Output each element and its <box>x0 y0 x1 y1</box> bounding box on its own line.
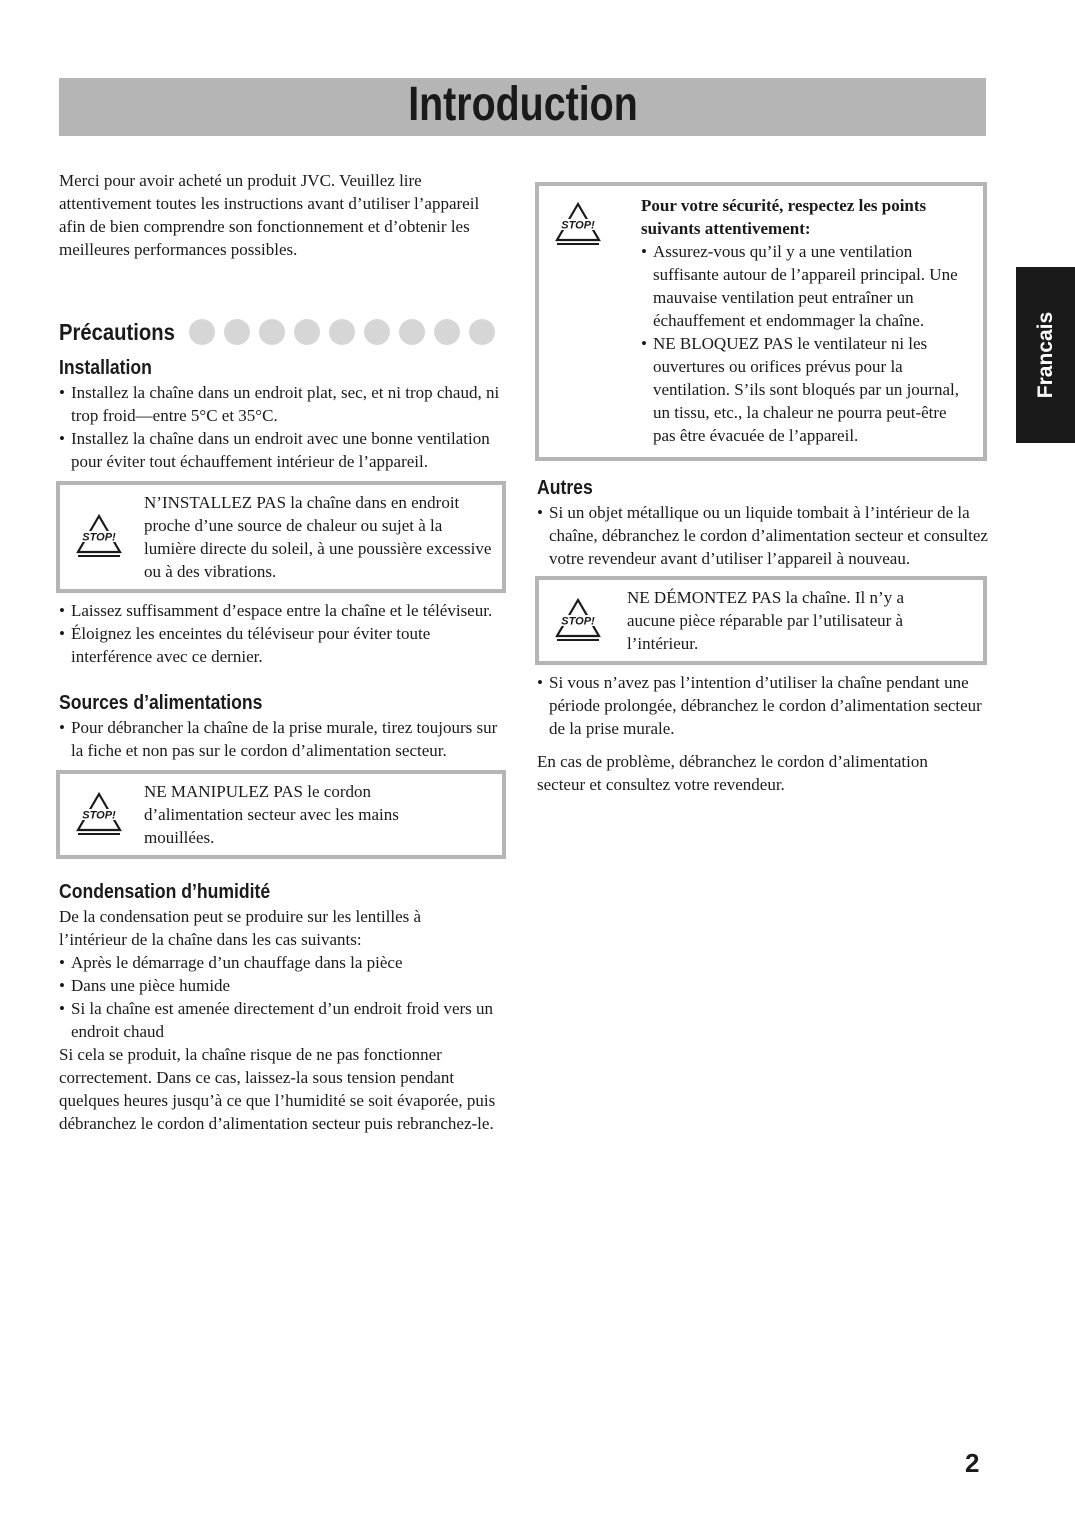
installation-list-after <box>59 599 511 668</box>
heading-dots <box>189 319 495 345</box>
list-item: • Assurez-vous qu’il y a une ventilation suffisante autour de l’appareil principal. Une mauvaise ventilation peut entraîner un échauffement et endommager la chaîne. <box>641 240 971 332</box>
warning-box-installation <box>56 481 506 593</box>
title-bar <box>59 78 986 136</box>
intro-paragraph: Merci pour avoir acheté un produit JVC. Veuillez lire attentivement toutes les instructions avant d’utiliser l’appareil afin de bien comprendre son fonctionnement et d’obtenir les meilleures performances possibles. <box>59 171 480 259</box>
list-item: • Installez la chaîne dans un endroit avec une bonne ventilation pour éviter tout échauffement intérieur de l’appareil. <box>59 427 511 473</box>
list-item: • Après le démarrage d’un chauffage dans la pièce <box>59 951 511 974</box>
list-item: • Pour débrancher la chaîne de la prise murale, tirez toujours sur la fiche et non pas sur le cordon d’alimentation secteur. <box>59 716 511 762</box>
left-column <box>59 169 511 1135</box>
sources-heading <box>59 690 511 716</box>
list-item: • NE BLOQUEZ PAS le ventilateur ni les ouvertures ou orifices prévus pour la ventilation. S’ils sont bloqués par un journal, un tissu, etc., la chaleur ne pourra peut-être pas être évacuée de l’appareil. <box>641 332 971 447</box>
decorative-dot <box>364 319 390 345</box>
decorative-dot <box>329 319 355 345</box>
stop-icon <box>553 596 603 646</box>
page-title: Introduction <box>407 78 638 131</box>
stop-icon <box>74 512 124 562</box>
language-tab-label: Francais <box>1033 311 1057 399</box>
list-item: • Si la chaîne est amenée directement d’un endroit froid vers un endroit chaud <box>59 997 511 1043</box>
stop-icon <box>74 790 124 840</box>
precautions-heading-label: Précautions <box>59 318 175 345</box>
warning-text: NE DÉMONTEZ PAS la chaîne. Il n’y a aucune pièce réparable par l’utilisateur à l’intérieur. <box>627 588 904 653</box>
list-item: • Dans une pièce humide <box>59 974 511 997</box>
decorative-dot <box>259 319 285 345</box>
condensation-intro: De la condensation peut se produire sur les lentilles à l’intérieur de la chaîne dans les cas suivants: <box>59 907 422 949</box>
autres-list-after <box>537 671 989 740</box>
decorative-dot <box>189 319 215 345</box>
page-number: 2 <box>965 1448 980 1478</box>
safety-heading-text: Pour votre sécurité, respectez les points suivants attentivement: <box>641 196 927 238</box>
autres-list <box>537 501 989 570</box>
language-tab <box>1016 267 1075 443</box>
sources-heading-label: Sources d’alimentations <box>59 692 263 714</box>
autres-heading <box>537 475 989 501</box>
condensation-heading-label: Condensation d’humidité <box>59 881 271 903</box>
svg-text:STOP!: STOP! <box>561 615 595 627</box>
decorative-dot <box>224 319 250 345</box>
installation-list <box>59 381 511 473</box>
stop-icon <box>553 200 603 250</box>
installation-heading-label: Installation <box>59 357 152 379</box>
warning-text: N’INSTALLEZ PAS la chaîne dans en endroit proche d’une source de chaleur ou sujet à la lumière directe du soleil, à une poussière excessive ou à des vibrations. <box>144 493 492 581</box>
sources-list <box>59 716 511 762</box>
condensation-heading <box>59 879 511 905</box>
precautions-heading <box>59 317 511 347</box>
decorative-dot <box>434 319 460 345</box>
warning-box-safety <box>535 182 987 461</box>
list-item: • Si un objet métallique ou un liquide tombait à l’intérieur de la chaîne, débranchez le cordon d’alimentation secteur et consultez votre revendeur avant d’utiliser l’appareil à nouveau. <box>537 501 989 570</box>
safety-list <box>641 240 971 447</box>
warning-text: NE MANIPULEZ PAS le cordon d’alimentation secteur avec les mains mouillées. <box>144 782 399 847</box>
autres-heading-label: Autres <box>537 477 593 499</box>
closing-paragraph: En cas de problème, débranchez le cordon d’alimentation secteur et consultez votre revendeur. <box>537 752 928 794</box>
list-item: • Laissez suffisamment d’espace entre la chaîne et le téléviseur. <box>59 599 511 622</box>
safety-heading <box>641 194 971 240</box>
warning-box-autres <box>535 576 987 665</box>
list-item: • Installez la chaîne dans un endroit plat, sec, et ni trop chaud, ni trop froid—entre 5°C et 35°C. <box>59 381 511 427</box>
list-item: • Éloignez les enceintes du téléviseur pour éviter toute interférence avec ce dernier. <box>59 622 511 668</box>
condensation-outro: Si cela se produit, la chaîne risque de ne pas fonctionner correctement. Dans ce cas, laissez-la sous tension pendant quelques heures jusqu’à ce que l’humidité se soit évaporée, puis débranchez le cordon d’alimentation secteur puis rebranchez-le. <box>59 1045 496 1133</box>
list-item: • Si vous n’avez pas l’intention d’utiliser la chaîne pendant une période prolongée, débranchez le cordon d’alimentation secteur de la prise murale. <box>537 671 989 740</box>
svg-text:STOP!: STOP! <box>82 531 116 544</box>
condensation-list <box>59 951 511 1043</box>
decorative-dot <box>294 319 320 345</box>
decorative-dot <box>469 319 495 345</box>
installation-heading <box>59 355 511 381</box>
svg-text:STOP!: STOP! <box>82 809 116 821</box>
svg-text:STOP!: STOP! <box>561 219 595 232</box>
warning-box-sources <box>56 770 506 859</box>
decorative-dot <box>399 319 425 345</box>
right-column <box>537 182 989 796</box>
